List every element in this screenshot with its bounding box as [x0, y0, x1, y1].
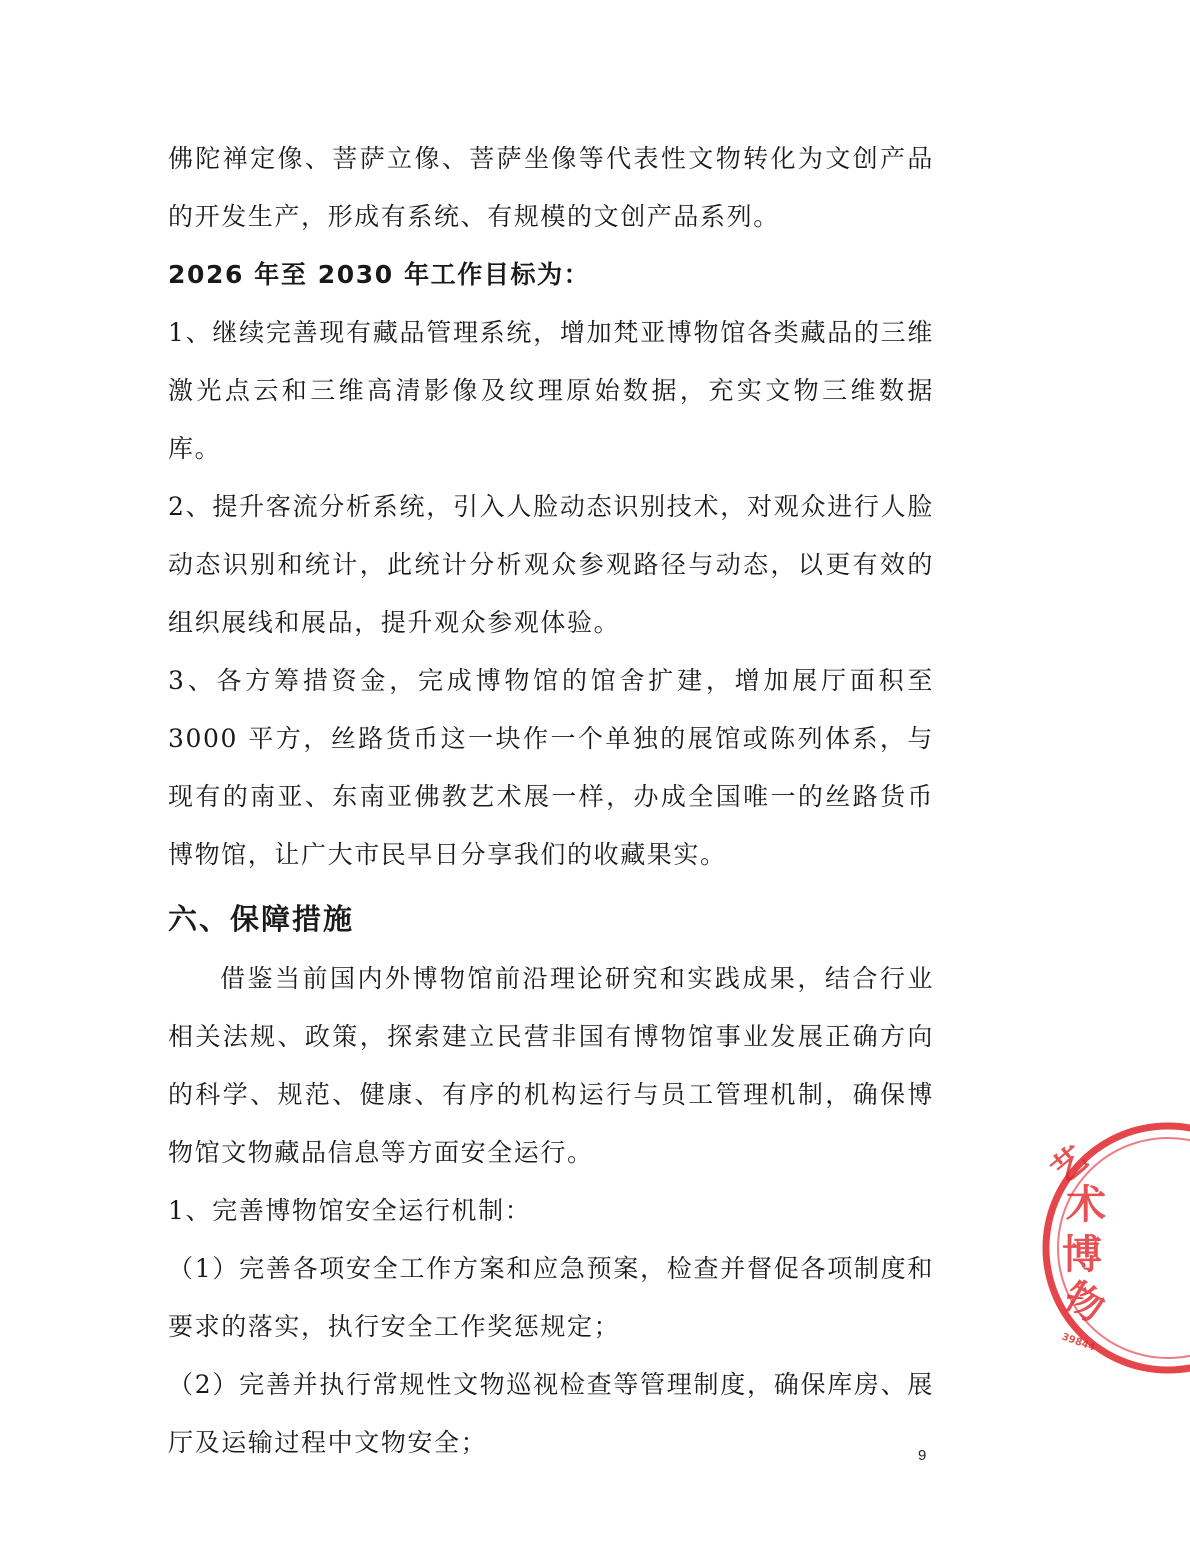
sub-heading: 1、完善博物馆安全运行机制：	[168, 1196, 532, 1225]
svg-text:艺: 艺	[1043, 1139, 1096, 1192]
official-seal-icon	[1040, 1118, 1190, 1378]
document-body	[168, 130, 934, 1472]
svg-text:物: 物	[1056, 1273, 1112, 1331]
svg-text:术: 术	[1066, 1182, 1106, 1228]
sub-item-2: （2）完善并执行常规性文物巡视检查等管理制度，确保库房、展厅及运输过程中文物安全；	[168, 1370, 934, 1457]
section-title: 六、保障措施	[168, 902, 355, 936]
page-number: 9	[918, 1447, 927, 1464]
goal-item-2: 2、提升客流分析系统，引入人脸动态识别技术，对观众进行人脸动态识别和统计，此统计分析观众参观路径与动态，以更有效的组织展线和展品，提升观众参观体验。	[168, 492, 934, 637]
goal-item-1: 1、继续完善现有藏品管理系统，增加梵亚博物馆各类藏品的三维激光点云和三维高清影像及纹理原始数据，充实文物三维数据库。	[168, 318, 934, 463]
goal-heading: 2026 年至 2030 年工作目标为：	[168, 260, 591, 289]
goal-item-3: 3、各方筹措资金，完成博物馆的馆舍扩建，增加展厅面积至 3000 平方，丝路货币这一块作一个单独的展馆或陈列体系，与现有的南亚、东南亚佛教艺术展一样，办成全国唯一的丝路货币博物馆，让广大市民早日分享我们的收藏果实。	[168, 666, 934, 869]
sub-item-1: （1）完善各项安全工作方案和应急预案，检查并督促各项制度和要求的落实，执行安全工作奖惩规定；	[168, 1254, 934, 1341]
paragraph-continued: 佛陀禅定像、菩萨立像、菩萨坐像等代表性文物转化为文创产品的开发生产，形成有系统、有规模的文创产品系列。	[168, 144, 934, 231]
section-intro: 借鉴当前国内外博物馆前沿理论研究和实践成果，结合行业相关法规、政策，探索建立民营非国有博物馆事业发展正确方向的科学、规范、健康、有序的机构运行与员工管理机制，确保博物馆文物藏品信息等方面安全运行。	[168, 964, 934, 1167]
svg-text:39844: 39844	[1060, 1331, 1097, 1354]
svg-text:博: 博	[1062, 1232, 1102, 1278]
